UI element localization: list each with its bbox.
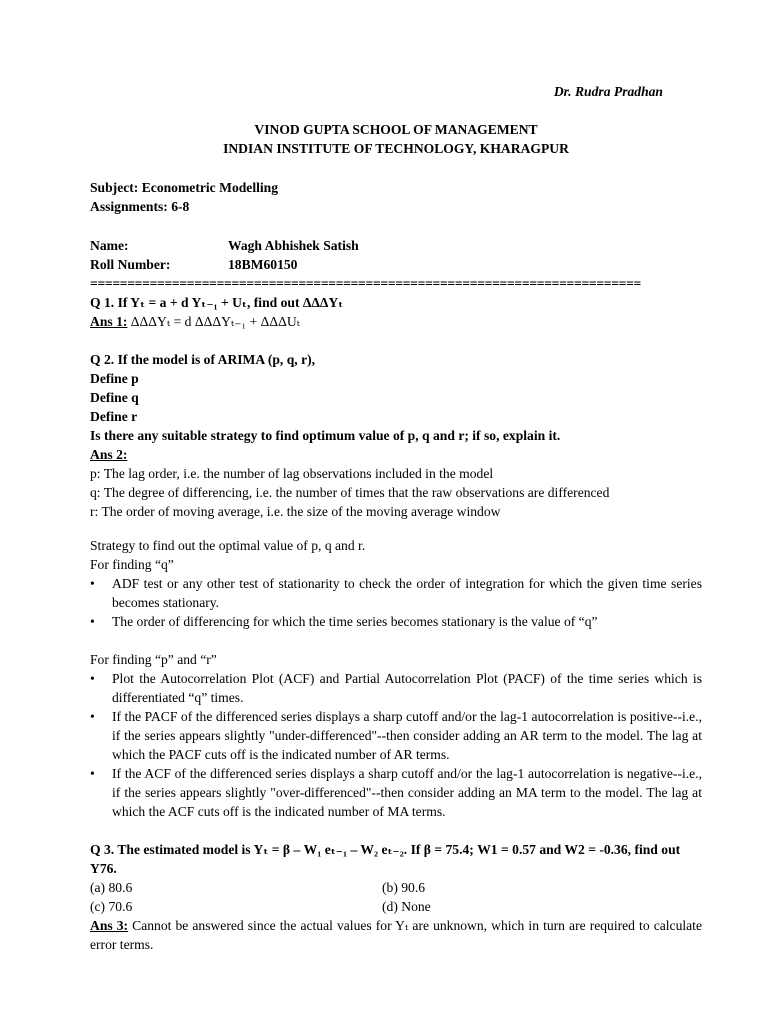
list-item: • Plot the Autocorrelation Plot (ACF) and Partial Autocorrelation Plot (PACF) of the time series which is differentiated “q” times. xyxy=(90,669,702,707)
name-value: Wagh Abhishek Satish xyxy=(228,238,359,253)
q1-ans-text: ΔΔΔYₜ = d ΔΔΔYₜ₋₁ + ΔΔΔUₜ xyxy=(127,314,301,329)
list-item: • The order of differencing for which the time series becomes stationary is the value of “q” xyxy=(90,612,702,631)
q3-question: Q 3. The estimated model is Yₜ = β – W₁ eₜ₋₁ – W₂ eₜ₋₂. If β = 75.4; W1 = 0.57 and W2 = -0.36, find out Y76. xyxy=(90,842,681,876)
list-item: • If the PACF of the differenced series displays a sharp cutoff and/or the lag-1 autocorrelation is positive--i.e., if the series appears slightly "under-differenced"--then consider adding an AR term to the model. The lag at which the PACF cuts off is the indicated number of AR terms. xyxy=(90,707,702,764)
q2-r-definition: r: The order of moving average, i.e. the size of the moving average window xyxy=(90,504,501,519)
q3-option-c: (c) 70.6 xyxy=(90,899,133,914)
q2-define-q: Define q xyxy=(90,390,139,405)
q3-ans-text: Cannot be answered since the actual values for Yₜ are unknown, which in turn are required to calculate error terms. xyxy=(90,918,702,952)
name-label: Name: xyxy=(90,238,129,253)
roll-value: 18BM60150 xyxy=(228,257,298,272)
author-name: Dr. Rudra Pradhan xyxy=(553,84,663,99)
q1-question: Q 1. If Yₜ = a + d Yₜ₋₁ + Uₜ, find out ΔΔΔYₜ xyxy=(90,295,344,310)
list-item: • If the ACF of the differenced series displays a sharp cutoff and/or the lag-1 autocorrelation is negative--i.e., if the series appears slightly "over-differenced"--then consider adding an MA term to the model. The lag at which the ACF cuts off is the indicated number of MA terms. xyxy=(90,764,702,821)
q3-answer xyxy=(90,916,702,954)
q2-pr-bullet-list xyxy=(90,669,702,821)
q2-q-bullet-list xyxy=(90,574,702,631)
q2-strategy-intro: Strategy to find out the optimal value of p, q and r. xyxy=(90,538,366,553)
q2-define-r: Define r xyxy=(90,409,138,424)
q2-define-p: Define p xyxy=(90,371,139,386)
q2-ans-label: Ans 2: xyxy=(90,447,128,462)
name-row xyxy=(90,236,702,255)
q2-question: Q 2. If the model is of ARIMA (p, q, r), xyxy=(90,352,316,367)
q2-finding-pr: For finding “p” and “r” xyxy=(90,652,217,667)
document-body xyxy=(90,0,702,954)
list-item: • ADF test or any other test of stationarity to check the order of integration for which the given time series becomes stationary. xyxy=(90,574,702,612)
q1-answer xyxy=(90,312,702,331)
q2-strategy-question: Is there any suitable strategy to find optimum value of p, q and r; if so, explain it. xyxy=(90,428,561,443)
assignments-line: Assignments: 6-8 xyxy=(90,199,190,214)
q3-options xyxy=(90,878,702,916)
q3-ans-label: Ans 3: xyxy=(90,918,129,933)
q2-finding-q: For finding “q” xyxy=(90,557,174,572)
q3-option-a: (a) 80.6 xyxy=(90,880,133,895)
q2-p-definition: p: The lag order, i.e. the number of lag observations included in the model xyxy=(90,466,494,481)
q1-ans-label: Ans 1: xyxy=(90,314,128,329)
q3-option-d: (d) None xyxy=(382,899,431,914)
institute-line-1: VINOD GUPTA SCHOOL OF MANAGEMENT xyxy=(254,122,538,137)
institute-line-2: INDIAN INSTITUTE OF TECHNOLOGY, KHARAGPUR xyxy=(223,141,569,156)
roll-row xyxy=(90,255,702,274)
subject-line: Subject: Econometric Modelling xyxy=(90,180,279,195)
roll-label: Roll Number: xyxy=(90,257,171,272)
q3-option-b: (b) 90.6 xyxy=(382,880,426,895)
q2-q-definition: q: The degree of differencing, i.e. the number of times that the raw observations are differenced xyxy=(90,485,610,500)
separator-rule: ========================================================================== xyxy=(90,276,642,291)
